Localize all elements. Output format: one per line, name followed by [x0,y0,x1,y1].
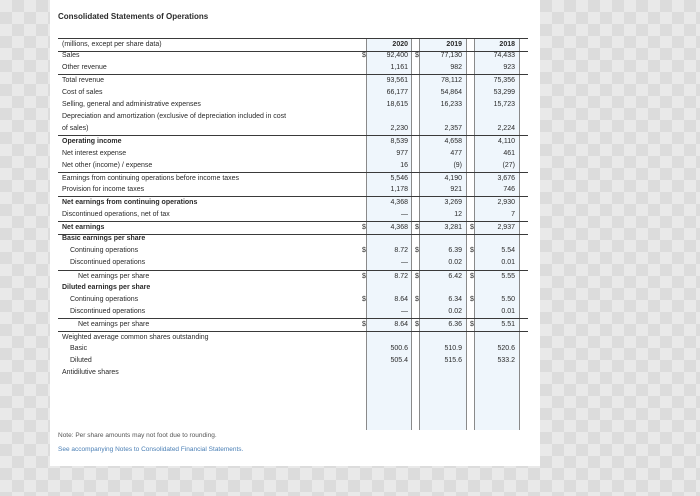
statement-row [58,331,528,344]
value-2019: 77,130 [440,52,462,59]
statement-row [58,99,528,111]
statement-row [58,245,528,257]
dollar-sign: $ [415,272,419,280]
value-2018: 3,676 [497,175,515,182]
value-2019: 6.42 [448,272,462,280]
value-2019: 477 [450,149,462,157]
row-label: Diluted earnings per share [62,283,151,291]
value-2019: 510.9 [444,344,462,352]
value-2020: 8.72 [394,272,408,280]
value-2020: 8.64 [394,321,408,329]
row-label: Net earnings per share [78,321,150,329]
value-2020: — [401,308,408,316]
value-2020: 5,546 [390,175,408,182]
statement-row [58,148,528,160]
row-label: Net earnings [62,223,105,231]
row-label: Depreciation and amortization (exclusive of depreciation included in cost [62,113,287,120]
value-2020: 2,230 [390,125,408,133]
dollar-sign: $ [470,272,474,280]
dollar-sign: $ [470,247,474,255]
statement-row [58,306,528,318]
row-label: Continuing operations [70,247,139,255]
value-2018: (27) [502,161,515,169]
statement-row [58,318,528,331]
row-label: Continuing operations [70,296,139,303]
row-label: Net interest expense [62,149,127,157]
value-2019: 982 [450,64,462,72]
dollar-sign: $ [470,321,474,329]
statement-row [58,294,528,306]
value-2018: 5.54 [501,247,515,255]
value-2018: 15,723 [493,100,515,108]
dollar-sign: $ [362,52,366,59]
value-2020: — [401,259,408,267]
statement-row [58,196,528,209]
row-label: Net other (income) / expense [62,161,153,169]
value-2018: 2,937 [497,223,515,231]
value-2020: 4,368 [390,223,408,231]
dollar-sign: $ [362,223,366,231]
row-label: Discontinued operations [70,308,146,316]
value-2020: 8,539 [390,138,408,146]
dollar-sign: $ [415,52,419,59]
dollar-sign: $ [470,296,474,303]
year-2019: 2019 [446,41,462,48]
value-2018: 75,356 [493,77,515,85]
value-2018: 7 [511,210,515,218]
row-label: Provision for income taxes [62,186,145,194]
value-2018: 533.2 [497,357,515,364]
statement-row [58,160,528,172]
value-2018: 520.6 [497,344,515,352]
value-2018: 746 [503,186,515,194]
value-2020: — [401,210,408,218]
value-2020: 93,561 [386,77,408,85]
statement-row [58,123,528,135]
value-2018: 0.01 [501,259,515,267]
value-2019: 3,281 [444,223,462,231]
row-label: of sales) [62,125,89,133]
document-title: Consolidated Statements of Operations [58,12,209,21]
value-2018: 74,433 [493,52,515,59]
row-label: Discontinued operations [70,259,146,267]
statement-row [58,111,528,123]
value-2018: 5.51 [501,321,515,329]
value-2019: 6.39 [448,247,462,255]
value-2020: 18,615 [386,100,408,108]
value-2018: 5.55 [501,272,515,280]
notes-link[interactable]: See accompanying Notes to Consolidated Financial Statements. [58,446,244,453]
statement-row [58,87,528,99]
value-2019: (9) [453,161,462,169]
value-2020: 4,368 [390,199,408,207]
row-label: Diluted [70,357,92,364]
value-2019: 4,658 [444,138,462,146]
value-2020: 16 [400,161,408,169]
row-label: Earnings from continuing operations before income taxes [62,175,240,182]
row-label: Antidilutive shares [62,369,119,377]
dollar-sign: $ [415,296,419,303]
statement-row [58,257,528,269]
value-2019: 4,190 [444,175,462,182]
dollar-sign: $ [415,321,419,329]
statement-row [58,270,528,283]
value-2018: 2,224 [497,125,515,133]
row-label: Other revenue [62,64,107,72]
statement-row [58,50,528,62]
dollar-sign: $ [470,223,474,231]
year-2020: 2020 [392,41,408,48]
statement-row [58,209,528,221]
value-2019: 515.6 [444,357,462,364]
statement-row [58,74,528,87]
value-2018: 461 [503,149,515,157]
row-label: Basic [70,344,88,352]
value-2018: 4,110 [498,138,515,146]
dollar-sign: $ [415,223,419,231]
value-2019: 0.02 [448,259,462,267]
rounding-note: Note: Per share amounts may not foot due to rounding. [58,432,217,439]
row-label: Sales [62,52,80,59]
row-label: Net earnings per share [78,272,150,280]
statement-row [58,135,528,148]
value-2019: 6.36 [448,321,462,329]
value-2020: 66,177 [386,88,408,96]
dollar-sign: $ [362,272,366,280]
year-2018: 2018 [499,41,515,48]
header-label: (millions, except per share data) [62,41,162,48]
statement-row [58,355,528,367]
value-2020: 505.4 [390,357,408,364]
row-label: Selling, general and administrative expenses [62,100,201,108]
statement-row [58,233,528,245]
value-2019: 2,357 [444,125,462,133]
row-label: Total revenue [62,77,105,85]
value-2019: 54,864 [440,88,462,96]
row-label: Net earnings from continuing operations [62,199,198,207]
row-label: Discontinued operations, net of tax [62,210,170,218]
dollar-sign: $ [362,321,366,329]
value-2019: 16,233 [440,100,462,108]
value-2020: 977 [396,149,408,157]
value-2020: 92,400 [386,52,408,59]
row-label: Cost of sales [62,88,103,96]
value-2018: 923 [503,64,515,72]
row-label: Operating income [62,138,122,146]
value-2019: 3,269 [444,199,462,207]
value-2020: 500.6 [390,344,408,352]
statement-row [58,282,528,294]
statement-row [58,343,528,355]
value-2020: 8.72 [394,247,408,255]
statement-row [58,367,528,379]
value-2019: 12 [454,210,462,218]
statement-row [58,172,528,185]
row-label: Weighted average common shares outstanding [62,333,209,341]
dollar-sign: $ [362,247,366,255]
value-2020: 8.64 [394,296,408,303]
value-2018: 53,299 [493,88,515,96]
value-2019: 6.34 [448,296,462,303]
value-2019: 921 [450,186,462,194]
value-2018: 2,930 [497,199,515,207]
dollar-sign: $ [415,247,419,255]
value-2018: 0.01 [501,308,515,316]
dollar-sign: $ [362,296,366,303]
statement-row [58,62,528,74]
statement-sheet [50,0,540,466]
row-label: Basic earnings per share [62,235,146,242]
value-2019: 78,112 [441,77,462,85]
value-2019: 0.02 [448,308,462,316]
value-2020: 1,161 [390,64,408,72]
value-2020: 1,178 [390,186,408,194]
value-2018: 5.50 [501,296,515,303]
statement-row [58,184,528,196]
